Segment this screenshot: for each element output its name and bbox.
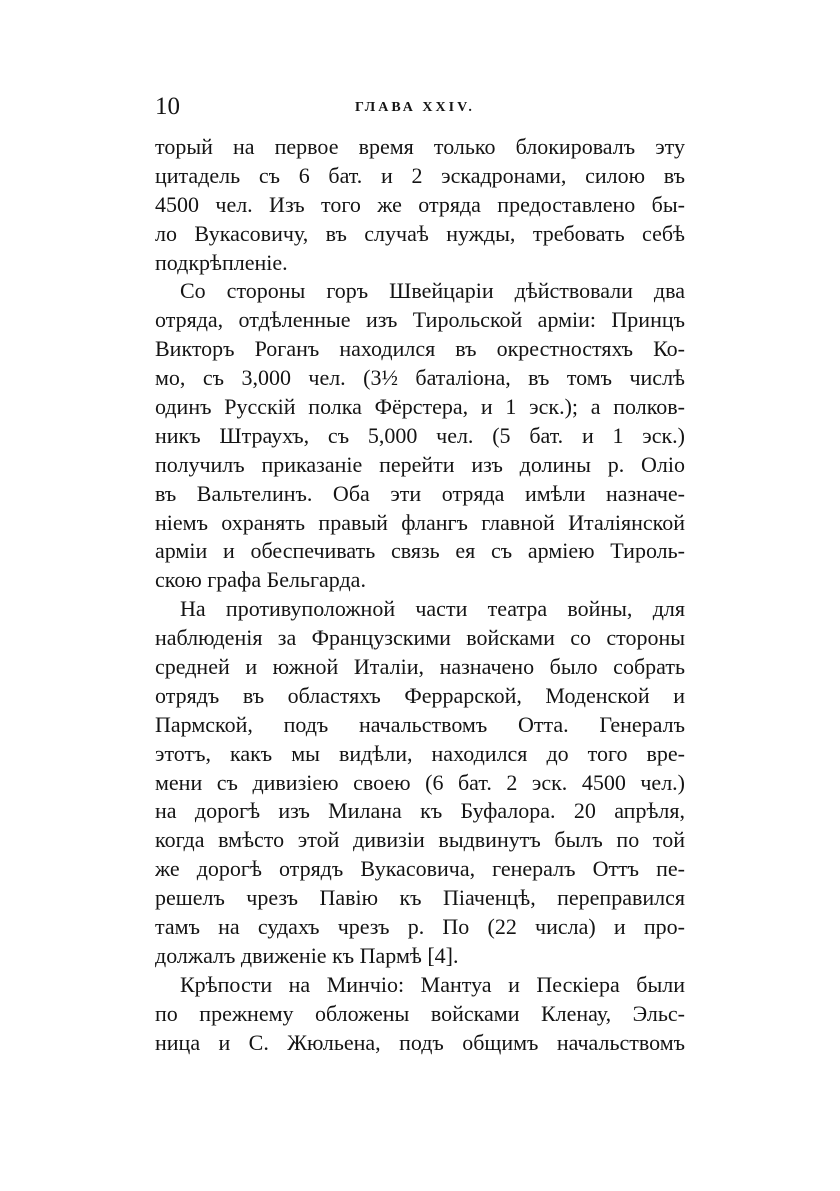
text-line: На противуположной части театра войны, для [180,596,685,622]
text-line: отряда, отдѣленные изъ Тирольской арміи: Принцъ [155,307,685,333]
text-line: тамъ на судахъ чрезъ р. По (22 числа) и про- [155,914,685,940]
text-line: мо, съ 3,000 чел. (3½ баталіона, въ томъ числѣ [155,365,685,391]
paragraph-4 [155,971,685,1058]
running-head: ГЛАВА XXIV. [355,100,475,115]
text-line: этотъ, какъ мы видѣли, находился до того вре- [155,740,685,766]
text-line: Викторъ Роганъ находился въ окрестностяхъ Ко- [155,336,685,362]
text-line: ло Вукасовичу, въ случаѣ нужды, требовать себѣ [155,220,685,246]
text-line: ніемъ охранять правый флангъ главной Италіянской [155,509,685,535]
paragraph-1 [155,133,685,277]
text-line: получилъ приказаніе перейти изъ долины р. Оліо [155,451,685,477]
text-line: въ Вальтелинъ. Оба эти отряда имѣли назначе- [155,480,685,506]
text-line: мени съ дивизіею своею (6 бат. 2 эск. 4500 чел.) [155,769,685,795]
text-line: подкрѣпленіе. [155,249,288,275]
text-line: ница и С. Жюльена, подъ общимъ начальствомъ [155,1029,685,1055]
body-text [155,133,685,1058]
text-line: Со стороны горъ Швейцаріи дѣйствовали два [180,278,685,304]
text-line: на дорогѣ изъ Милана къ Буфалора. 20 апрѣля, [155,798,685,824]
text-line: Пармской, подъ начальствомъ Отта. Генералъ [155,711,685,737]
text-line: скою графа Бельгарда. [155,567,366,593]
text-line: средней и южной Италіи, назначено было собрать [155,654,685,680]
text-line: Крѣпости на Минчіо: Мантуа и Пескіера были [180,971,685,997]
paragraph-3 [155,595,685,971]
paragraph-2 [155,277,685,595]
text-line: 4500 чел. Изъ того же отряда предоставлено бы- [155,191,685,217]
text-line: цитадель съ 6 бат. и 2 эскадронами, силою въ [155,162,685,188]
text-line: решелъ чрезъ Павію къ Піаченцѣ, переправился [155,885,685,911]
text-line: когда вмѣсто этой дивизіи выдвинутъ былъ по той [155,827,685,853]
text-line: никъ Штраухъ, съ 5,000 чел. (5 бат. и 1 эск.) [155,422,685,448]
page-header [155,92,685,122]
text-line: одинъ Русскій полка Фёрстера, и 1 эск.); а полков- [155,394,685,420]
text-line: арміи и обеспечивать связь ея съ арміею Тироль- [155,538,685,564]
page-number: 10 [155,93,180,120]
text-line: наблюденія за Французскими войсками со стороны [155,625,685,651]
text-line: отрядъ въ областяхъ Феррарской, Моденской и [155,682,685,708]
text-line: же дорогѣ отрядъ Вукасовича, генералъ Оттъ пе- [155,856,685,882]
text-line: по прежнему обложены войсками Кленау, Эльс- [155,1000,685,1026]
text-line: должалъ движеніе къ Пармѣ [4]. [155,942,459,968]
text-line: торый на первое время только блокировалъ эту [155,134,685,159]
